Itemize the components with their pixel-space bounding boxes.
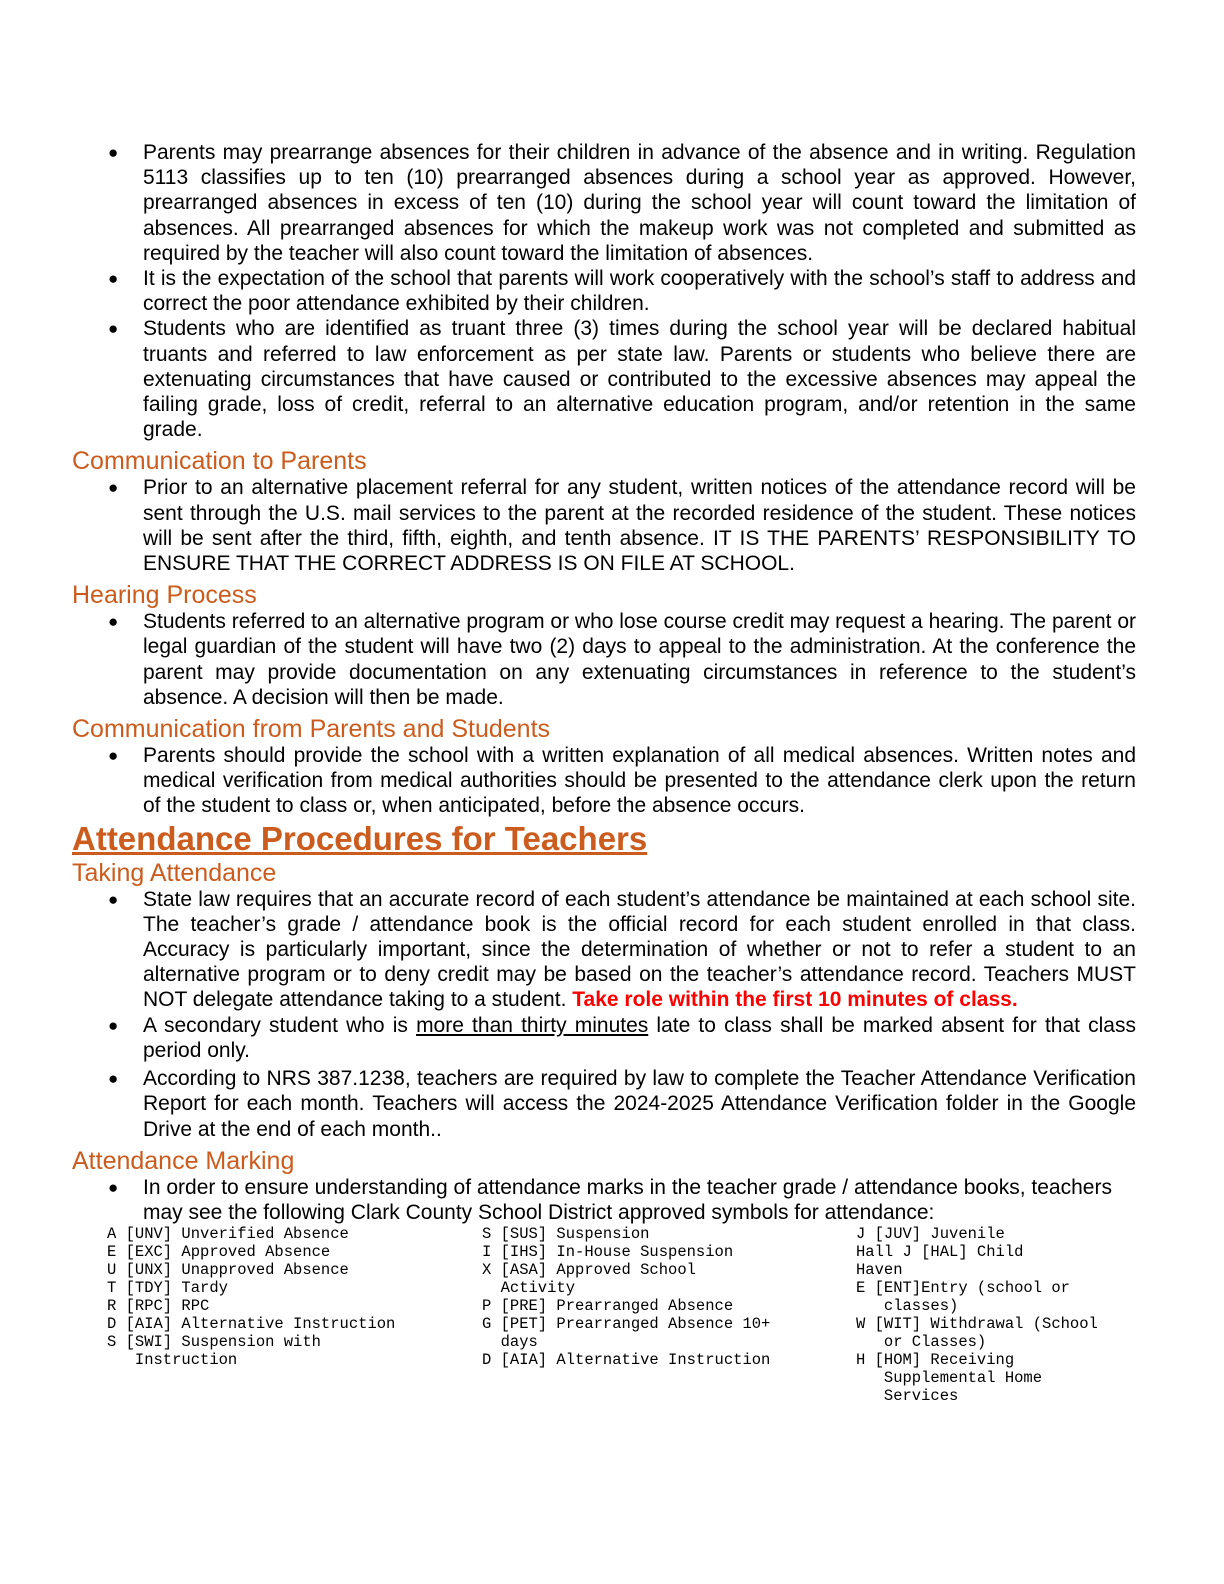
list-item-text: A secondary student who is bbox=[143, 1013, 417, 1037]
codes-column-3 bbox=[856, 1225, 1136, 1405]
heading-communication-from-parents: Communication from Parents and Students bbox=[72, 715, 551, 744]
code-entry: I [IHS] In-House Suspension bbox=[482, 1243, 734, 1262]
code-entry: G [PET] Prearranged Absence 10+ bbox=[482, 1315, 771, 1334]
hearing-process-list bbox=[72, 609, 1136, 710]
code-entry: R [RPC] RPC bbox=[107, 1297, 210, 1316]
bullet-icon: ● bbox=[108, 889, 119, 909]
bullet-icon: ● bbox=[108, 612, 119, 632]
code-entry: S [SUS] Suspension bbox=[482, 1225, 650, 1244]
bullet-icon: ● bbox=[108, 143, 119, 162]
list-item-text: It is the expectation of the school that parents will work cooperatively with the school’s staff to address and correct the poor attendance exhibited by their children. bbox=[143, 267, 1136, 316]
list-item-text: According to NRS 387.1238, teachers are required by law to complete the Teacher Attendance Verification Report for each month. Teachers will access the 2024-2025 Attendance Verification folder in the Google Drive at the end of each month.. bbox=[143, 1067, 1136, 1141]
code-entry: T [TDY] Tardy bbox=[107, 1279, 228, 1298]
list-item-text: Parents may prearrange absences for their children in advance of the absence and in writing. Regulation 5113 classifies up to ten (10) prearranged absences during a school year as approved. However, prearranged absences in excess of ten (10) during the school year will count toward the limitation of absences. All prearranged absences for which the makeup work was not completed and submitted as required by the teacher will also count toward the limitation of absences. bbox=[143, 141, 1136, 265]
code-entry: classes) bbox=[856, 1297, 959, 1316]
attendance-codes bbox=[72, 1225, 1136, 1410]
bullet-icon: ● bbox=[108, 1069, 119, 1089]
codes-column-2 bbox=[482, 1225, 832, 1369]
code-entry: E [ENT]Entry (school or bbox=[856, 1279, 1070, 1298]
list-item bbox=[72, 316, 1136, 442]
code-entry: D [AIA] Alternative Instruction bbox=[482, 1351, 771, 1370]
heading-hearing-process: Hearing Process bbox=[72, 581, 257, 610]
code-entry: X [ASA] Approved School bbox=[482, 1261, 696, 1280]
communication-to-parents-list bbox=[72, 475, 1136, 576]
list-item-text: State law requires that an accurate record of each student’s attendance be maintained at each school site. The teacher’s grade / attendance book is the official record for each student enrolled in that class. Accuracy is particularly important, since the determination of whether or not to refer a student to an alternative program or to deny credit may be based on the teacher’s attendance record. Teachers MUST NOT delegate attendance taking to a student. bbox=[143, 887, 1136, 1012]
code-entry: days bbox=[482, 1333, 538, 1352]
code-entry: H [HOM] Receiving bbox=[856, 1351, 1015, 1370]
code-entry: W [WIT] Withdrawal (School bbox=[856, 1315, 1098, 1334]
heading-communication-to-parents: Communication to Parents bbox=[72, 447, 367, 476]
list-item-text: late to class shall be marked absent for that class period only. bbox=[143, 1013, 1136, 1062]
list-item bbox=[72, 609, 1136, 710]
code-entry: U [UNX] Unapproved Absence bbox=[107, 1261, 349, 1280]
code-entry: A [UNV] Unverified Absence bbox=[107, 1225, 349, 1244]
code-entry: J [JUV] Juvenile bbox=[856, 1225, 1005, 1244]
section-title: Attendance Procedures for Teachers bbox=[72, 819, 648, 857]
taking-attendance-list bbox=[72, 887, 1136, 1142]
list-item bbox=[72, 1066, 1136, 1142]
code-entry: Supplemental Home bbox=[856, 1369, 1043, 1388]
prearranged-absence-list bbox=[72, 140, 1136, 442]
list-item bbox=[72, 1013, 1136, 1063]
code-entry: S [SWI] Suspension with bbox=[107, 1333, 321, 1352]
attendance-marking-list bbox=[72, 1175, 1136, 1225]
code-entry: Hall J [HAL] Child bbox=[856, 1243, 1024, 1262]
code-entry: P [PRE] Prearranged Absence bbox=[482, 1297, 734, 1316]
code-entry: Haven bbox=[856, 1261, 903, 1280]
list-item-text: Students who are identified as truant three (3) times during the school year will be declared habitual truants and referred to law enforcement as per state law. Parents or students who believe there are extenuating circumstances that have caused or contributed to the excessive absences may appeal the failing grade, loss of credit, referral to an alternative education program, and/or retention in the same grade. bbox=[143, 317, 1136, 442]
codes-column-1 bbox=[107, 1225, 457, 1369]
heading-taking-attendance: Taking Attendance bbox=[72, 858, 277, 887]
bullet-icon: ● bbox=[108, 478, 119, 498]
list-item-text: Students referred to an alternative program or who lose course credit may request a hearing. The parent or legal guardian of the student will have two (2) days to appeal to the administration. At the conference the parent may provide documentation on any extenuating circumstances in reference to the student’s absence. A decision will then be made. bbox=[143, 610, 1136, 709]
bullet-icon: ● bbox=[108, 1177, 119, 1197]
underlined-text: more than thirty minutes bbox=[416, 1013, 649, 1037]
code-entry: or Classes) bbox=[856, 1333, 987, 1352]
list-item bbox=[72, 266, 1136, 316]
bullet-icon: ● bbox=[108, 1015, 119, 1035]
emphasis-text: Take role within the first 10 minutes of class. bbox=[572, 988, 1018, 1012]
heading-attendance-marking: Attendance Marking bbox=[72, 1146, 295, 1175]
list-item-text: Parents should provide the school with a written explanation of all medical absences. Written notes and medical verification from medical authorities should be presented to the attendance clerk upon the return of the student to class or, when anticipated, before the absence occurs. bbox=[143, 744, 1136, 818]
document-page bbox=[72, 140, 1136, 1410]
bullet-icon: ● bbox=[108, 746, 119, 766]
bullet-icon: ● bbox=[108, 269, 119, 289]
bullet-icon: ● bbox=[108, 319, 119, 339]
list-item-text: In order to ensure understanding of attendance marks in the teacher grade / attendance books, teachers may see the following Clark County School District approved symbols for attendance: bbox=[143, 1175, 1112, 1224]
communication-from-parents-list bbox=[72, 743, 1136, 819]
list-item bbox=[72, 1175, 1136, 1225]
code-entry: Services bbox=[856, 1387, 959, 1406]
code-entry: Activity bbox=[482, 1279, 576, 1298]
list-item bbox=[72, 743, 1136, 819]
list-item-text: Prior to an alternative placement referral for any student, written notices of the attendance record will be sent through the U.S. mail services to the parent at the recorded residence of the student. These notices will be sent after the third, fifth, eighth, and tenth absence. IT IS THE PARENTS’ RESPONSIBILITY TO ENSURE THAT THE CORRECT ADDRESS IS ON FILE AT SCHOOL. bbox=[143, 476, 1136, 576]
list-item bbox=[72, 140, 1136, 266]
list-item bbox=[72, 887, 1136, 1013]
code-entry: D [AIA] Alternative Instruction bbox=[107, 1315, 396, 1334]
code-entry: E [EXC] Approved Absence bbox=[107, 1243, 331, 1262]
list-item bbox=[72, 475, 1136, 576]
code-entry: Instruction bbox=[107, 1351, 238, 1370]
